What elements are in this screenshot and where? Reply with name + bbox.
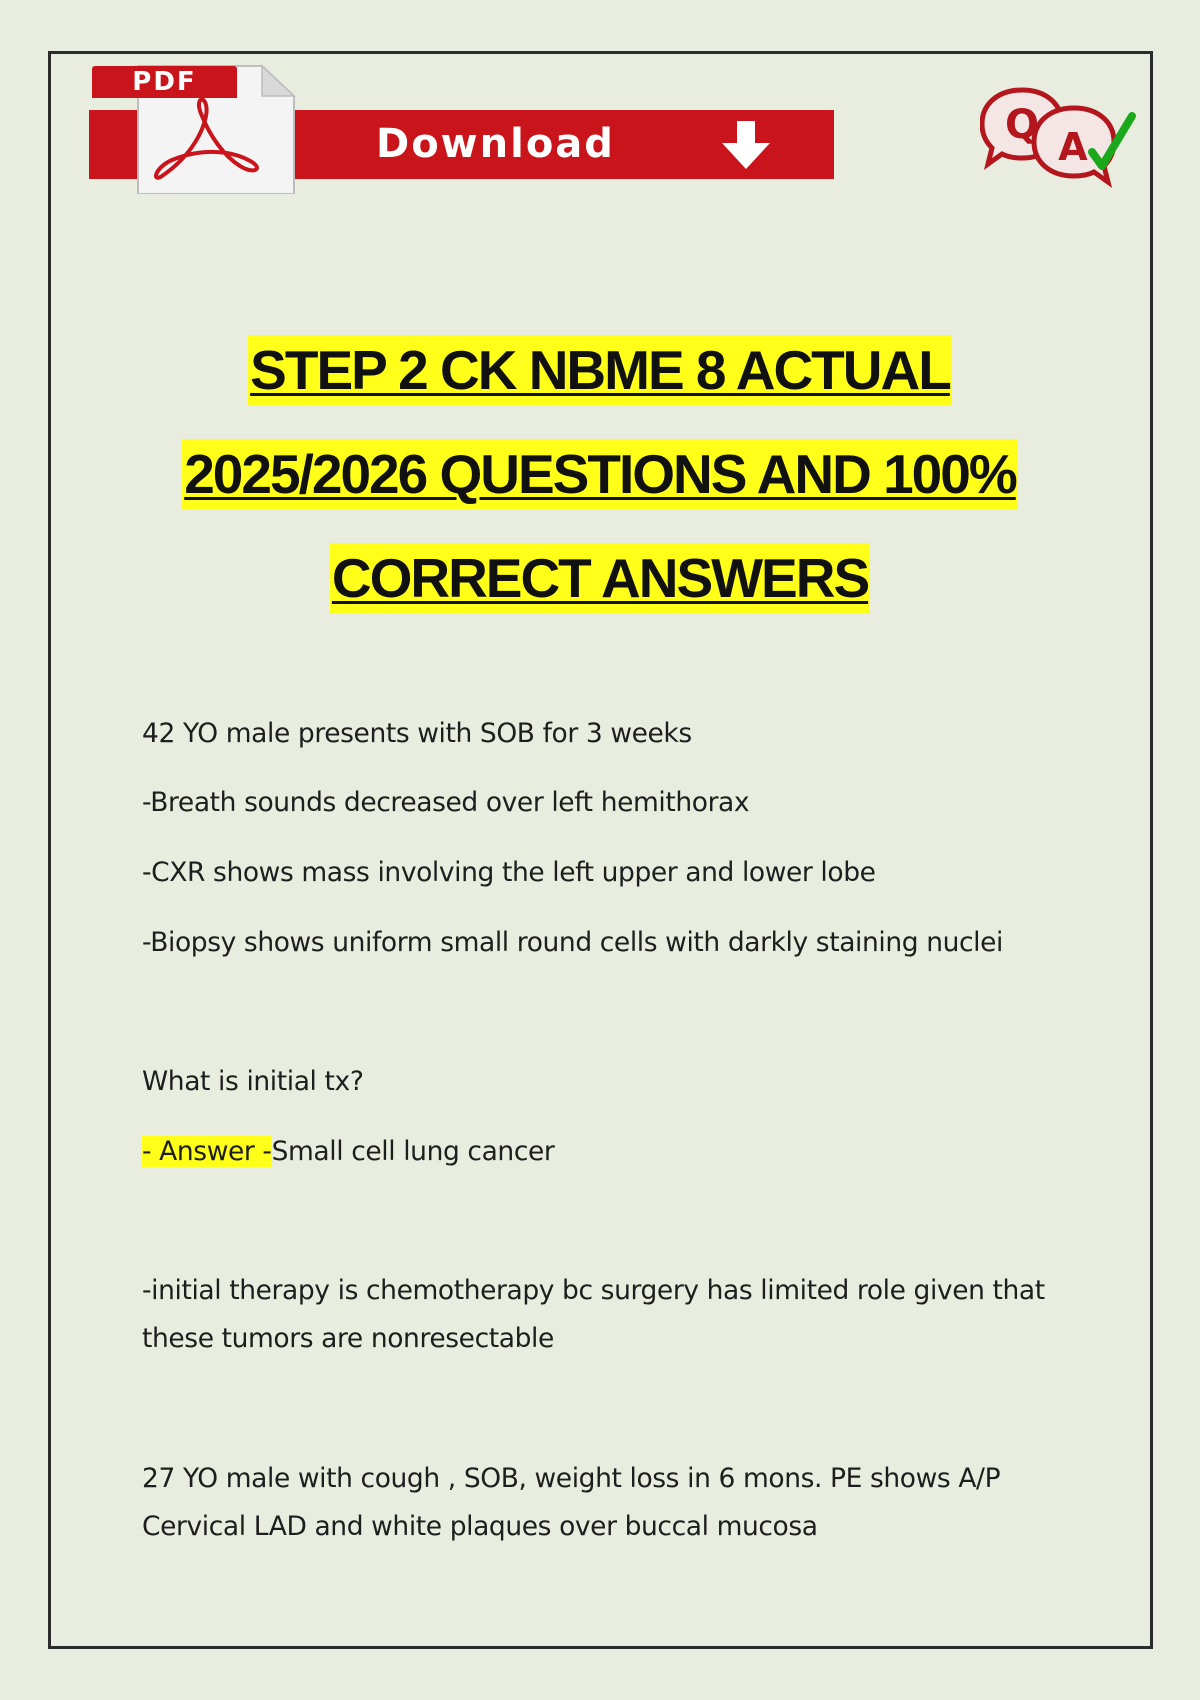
title-line-1: STEP 2 CK NBME 8 ACTUAL: [248, 335, 952, 405]
qa-logo-icon: [980, 82, 1140, 190]
q1-explanation: -initial therapy is chemotherapy bc surgery has limited role given that these tumors are nonresectable: [142, 1275, 1045, 1354]
pdf-label: PDF: [92, 66, 237, 98]
document-title: [60, 318, 1140, 630]
title-line-2: 2025/2026 QUESTIONS AND 100%: [182, 439, 1018, 509]
q1-finding-3: -Biopsy shows uniform small round cells with darkly staining nuclei: [142, 927, 1003, 958]
q1-question: What is initial tx?: [142, 1066, 364, 1097]
q1-finding-2: -CXR shows mass involving the left upper and lower lobe: [142, 857, 876, 888]
download-arrow-icon[interactable]: [716, 117, 776, 173]
logo-q-letter: Q: [1004, 102, 1040, 148]
download-label[interactable]: Download: [376, 121, 615, 167]
q1-stem: 42 YO male presents with SOB for 3 weeks: [142, 718, 692, 749]
answer-tag: - Answer -: [142, 1136, 272, 1167]
logo-a-letter: A: [1058, 125, 1088, 169]
q2-stem: 27 YO male with cough , SOB, weight loss in 6 mons. PE shows A/P Cervical LAD and white plaques over buccal mucosa: [142, 1463, 1001, 1542]
q1-answer-line: [142, 1128, 1072, 1176]
q1-finding-1: -Breath sounds decreased over left hemithorax: [142, 787, 750, 818]
q1-answer: Small cell lung cancer: [271, 1136, 555, 1167]
title-line-3: CORRECT ANSWERS: [330, 543, 870, 613]
